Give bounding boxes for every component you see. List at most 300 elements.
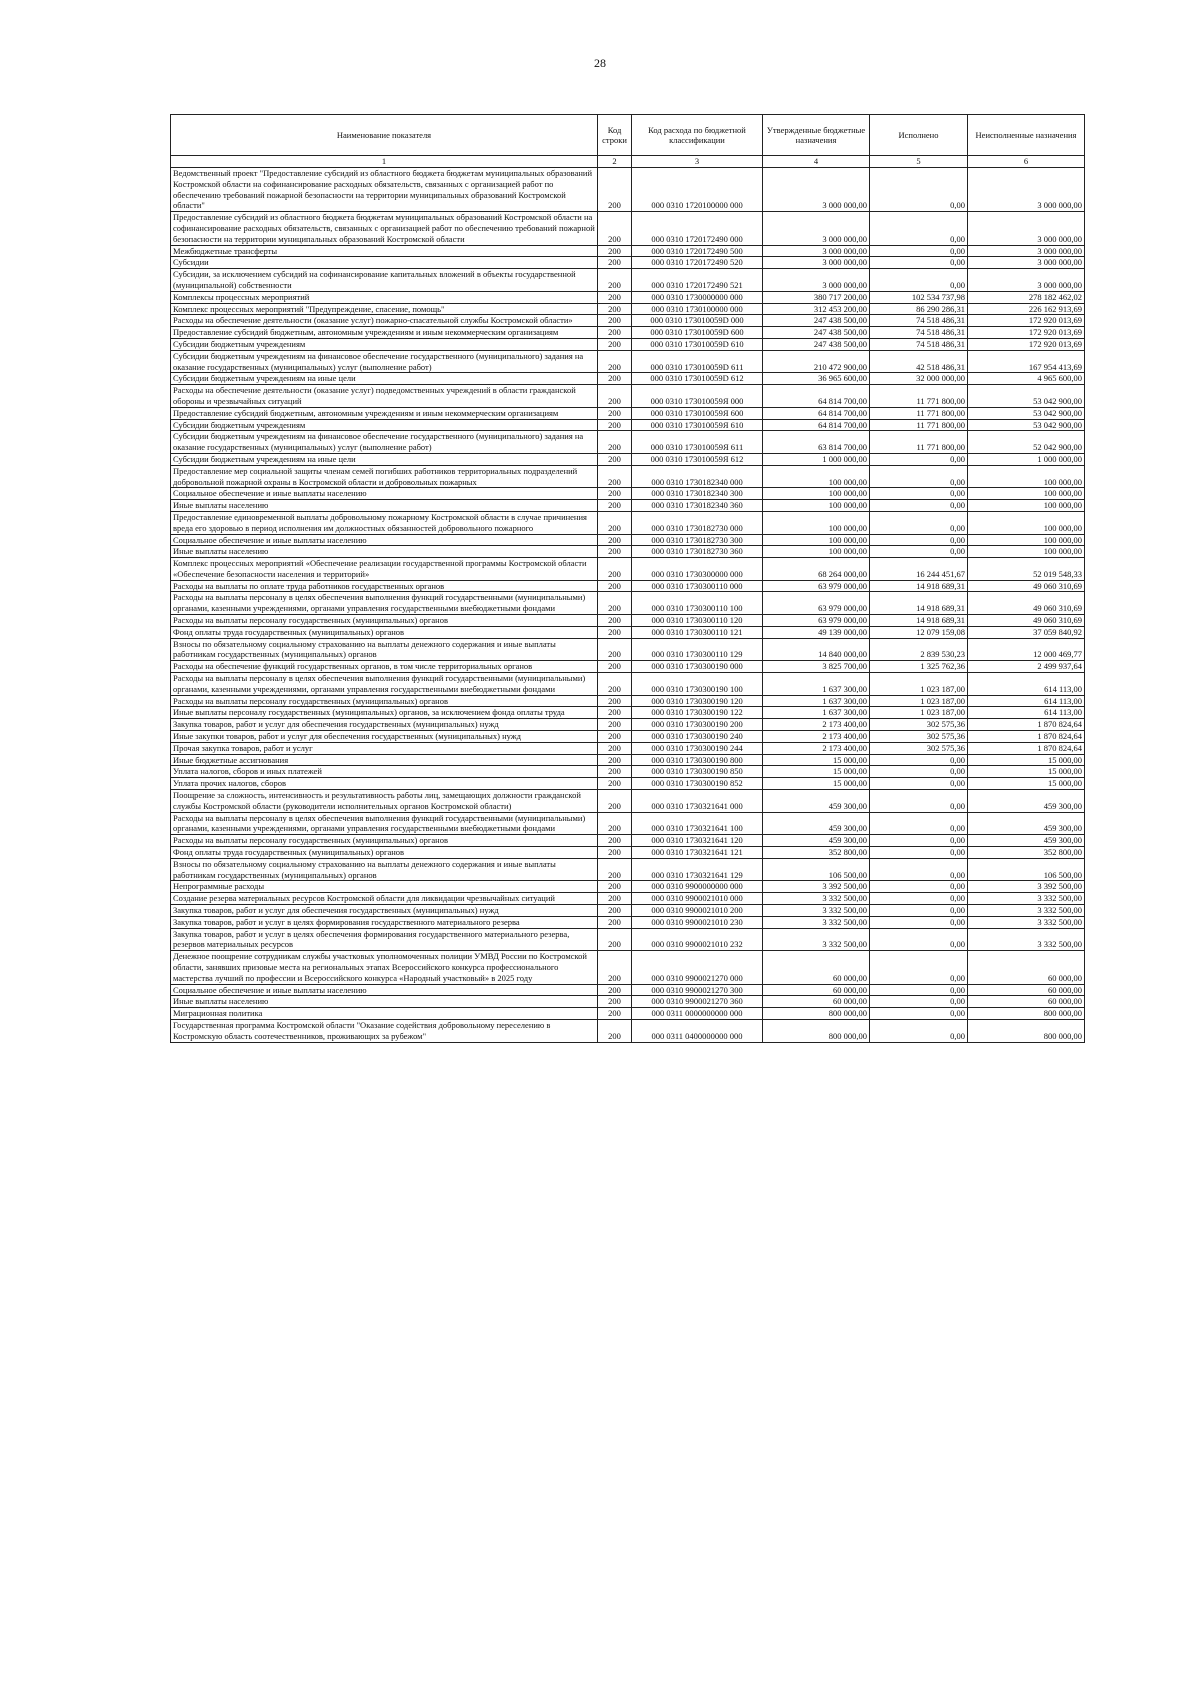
- row-approved-cell: 15 000,00: [763, 754, 870, 766]
- column-number: 6: [968, 156, 1085, 168]
- row-budget-code-cell: 000 0310 1730321641 121: [632, 847, 763, 859]
- row-executed-cell: 0,00: [870, 835, 968, 847]
- row-approved-cell: 64 814 700,00: [763, 385, 870, 408]
- row-name-cell: Комплексы процессных мероприятий: [171, 291, 598, 303]
- row-budget-code-cell: 000 0310 1720100000 000: [632, 168, 763, 212]
- row-unexecuted-cell: 167 954 413,69: [968, 350, 1085, 373]
- header-approved: Утвержденные бюджетные назначения: [763, 115, 870, 156]
- table-row: [171, 835, 1085, 847]
- row-name-cell: Взносы по обязательному социальному страхованию на выплаты денежного содержания и иные выплаты работникам государственных (муниципальных) органов: [171, 858, 598, 881]
- row-name-cell: Расходы на обеспечение деятельности (оказание услуг) подведомственных учреждений в области гражданской обороны и чрезвычайных ситуаций: [171, 385, 598, 408]
- row-unexecuted-cell: 3 332 500,00: [968, 916, 1085, 928]
- row-budget-code-cell: 000 0310 173010059Я 600: [632, 407, 763, 419]
- row-executed-cell: 14 918 689,31: [870, 592, 968, 615]
- row-name-cell: Закупка товаров, работ и услуг в целях формирования государственного материального резерва: [171, 916, 598, 928]
- row-name-cell: Субсидии бюджетным учреждениям: [171, 419, 598, 431]
- row-code-cell: 200: [598, 245, 632, 257]
- row-approved-cell: 3 392 500,00: [763, 881, 870, 893]
- row-budget-code-cell: 000 0310 1730300190 244: [632, 742, 763, 754]
- table-row: [171, 269, 1085, 292]
- row-unexecuted-cell: 352 800,00: [968, 847, 1085, 859]
- row-unexecuted-cell: 3 332 500,00: [968, 893, 1085, 905]
- row-approved-cell: 3 825 700,00: [763, 661, 870, 673]
- table-row: [171, 303, 1085, 315]
- header-executed: Исполнено: [870, 115, 968, 156]
- row-code-cell: 200: [598, 558, 632, 581]
- table-row: [171, 626, 1085, 638]
- row-approved-cell: 459 300,00: [763, 835, 870, 847]
- table-row: [171, 257, 1085, 269]
- row-unexecuted-cell: 459 300,00: [968, 812, 1085, 835]
- row-name-cell: Взносы по обязательному социальному страхованию на выплаты денежного содержания и иные выплаты работникам государственных (муниципальных) органов: [171, 638, 598, 661]
- row-executed-cell: 0,00: [870, 257, 968, 269]
- row-name-cell: Расходы на обеспечение функций государственных органов, в том числе территориальных органов: [171, 661, 598, 673]
- row-approved-cell: 800 000,00: [763, 1008, 870, 1020]
- row-unexecuted-cell: 106 500,00: [968, 858, 1085, 881]
- row-executed-cell: 86 290 286,31: [870, 303, 968, 315]
- row-name-cell: Фонд оплаты труда государственных (муниципальных) органов: [171, 626, 598, 638]
- row-executed-cell: 0,00: [870, 766, 968, 778]
- header-row-code: Код строки: [598, 115, 632, 156]
- row-unexecuted-cell: 614 113,00: [968, 673, 1085, 696]
- row-budget-code-cell: 000 0310 9900021270 000: [632, 951, 763, 984]
- row-executed-cell: 0,00: [870, 245, 968, 257]
- row-code-cell: 200: [598, 858, 632, 881]
- table-row: [171, 592, 1085, 615]
- row-code-cell: 200: [598, 695, 632, 707]
- row-code-cell: 200: [598, 847, 632, 859]
- row-code-cell: 200: [598, 673, 632, 696]
- row-budget-code-cell: 000 0310 1730182730 000: [632, 511, 763, 534]
- row-name-cell: Субсидии бюджетным учреждениям на иные цели: [171, 453, 598, 465]
- table-row: [171, 754, 1085, 766]
- table-row: [171, 338, 1085, 350]
- row-approved-cell: 1 000 000,00: [763, 453, 870, 465]
- row-name-cell: Уплата налогов, сборов и иных платежей: [171, 766, 598, 778]
- row-code-cell: 200: [598, 546, 632, 558]
- row-code-cell: 200: [598, 350, 632, 373]
- row-budget-code-cell: 000 0310 9900021010 000: [632, 893, 763, 905]
- row-budget-code-cell: 000 0310 1730321641 000: [632, 790, 763, 813]
- row-name-cell: Иные выплаты населению: [171, 996, 598, 1008]
- row-approved-cell: 60 000,00: [763, 984, 870, 996]
- table-row: [171, 534, 1085, 546]
- row-name-cell: Предоставление субсидий бюджетным, автономным учреждениям и иным некоммерческим организациям: [171, 407, 598, 419]
- row-approved-cell: 247 438 500,00: [763, 338, 870, 350]
- row-unexecuted-cell: 49 060 310,69: [968, 580, 1085, 592]
- row-executed-cell: 12 079 159,08: [870, 626, 968, 638]
- row-name-cell: Иные выплаты населению: [171, 500, 598, 512]
- column-number: 3: [632, 156, 763, 168]
- row-code-cell: 200: [598, 269, 632, 292]
- row-executed-cell: 0,00: [870, 858, 968, 881]
- row-budget-code-cell: 000 0310 1730100000 000: [632, 303, 763, 315]
- table-row: [171, 431, 1085, 454]
- row-unexecuted-cell: 12 000 469,77: [968, 638, 1085, 661]
- row-executed-cell: 0,00: [870, 928, 968, 951]
- row-executed-cell: 14 918 689,31: [870, 615, 968, 627]
- row-executed-cell: 0,00: [870, 905, 968, 917]
- row-code-cell: 200: [598, 431, 632, 454]
- row-unexecuted-cell: 49 060 310,69: [968, 592, 1085, 615]
- row-unexecuted-cell: 100 000,00: [968, 465, 1085, 488]
- row-budget-code-cell: 000 0310 1730182340 360: [632, 500, 763, 512]
- row-budget-code-cell: 000 0310 1730000000 000: [632, 291, 763, 303]
- row-name-cell: Расходы на выплаты персоналу государственных (муниципальных) органов: [171, 835, 598, 847]
- row-approved-cell: 64 814 700,00: [763, 407, 870, 419]
- row-name-cell: Создание резерва материальных ресурсов Костромской области для ликвидации чрезвычайных ситуаций: [171, 893, 598, 905]
- row-executed-cell: 0,00: [870, 847, 968, 859]
- row-unexecuted-cell: 172 920 013,69: [968, 315, 1085, 327]
- row-unexecuted-cell: 53 042 900,00: [968, 419, 1085, 431]
- row-budget-code-cell: 000 0310 1730300110 120: [632, 615, 763, 627]
- table-header-row: [171, 115, 1085, 156]
- row-unexecuted-cell: 4 965 600,00: [968, 373, 1085, 385]
- row-name-cell: Субсидии бюджетным учреждениям: [171, 338, 598, 350]
- row-name-cell: Расходы на обеспечение деятельности (оказание услуг) пожарно-спасательной службы Костромской области»: [171, 315, 598, 327]
- table-row: [171, 488, 1085, 500]
- row-unexecuted-cell: 172 920 013,69: [968, 338, 1085, 350]
- table-row: [171, 790, 1085, 813]
- row-executed-cell: 0,00: [870, 488, 968, 500]
- row-approved-cell: 60 000,00: [763, 951, 870, 984]
- row-executed-cell: 0,00: [870, 453, 968, 465]
- row-executed-cell: 102 534 737,98: [870, 291, 968, 303]
- row-budget-code-cell: 000 0310 173010059D 610: [632, 338, 763, 350]
- row-name-cell: Субсидии, за исключением субсидий на софинансирование капитальных вложений в объекты государственной (муниципальной) собственности: [171, 269, 598, 292]
- row-approved-cell: 15 000,00: [763, 778, 870, 790]
- table-row: [171, 1019, 1085, 1042]
- row-approved-cell: 100 000,00: [763, 500, 870, 512]
- row-executed-cell: 302 575,36: [870, 731, 968, 743]
- row-executed-cell: 0,00: [870, 511, 968, 534]
- row-budget-code-cell: 000 0310 1730300110 000: [632, 580, 763, 592]
- row-executed-cell: 0,00: [870, 465, 968, 488]
- row-budget-code-cell: 000 0310 1720172490 000: [632, 212, 763, 245]
- table-row: [171, 500, 1085, 512]
- row-code-cell: 200: [598, 835, 632, 847]
- table-row: [171, 407, 1085, 419]
- row-budget-code-cell: 000 0310 173010059Я 612: [632, 453, 763, 465]
- row-unexecuted-cell: 3 000 000,00: [968, 168, 1085, 212]
- page-number: 28: [594, 56, 606, 70]
- row-approved-cell: 247 438 500,00: [763, 327, 870, 339]
- row-name-cell: Расходы на выплаты персоналу государственных (муниципальных) органов: [171, 615, 598, 627]
- row-name-cell: Социальное обеспечение и иные выплаты населению: [171, 488, 598, 500]
- row-approved-cell: 3 000 000,00: [763, 245, 870, 257]
- row-budget-code-cell: 000 0310 1730300190 100: [632, 673, 763, 696]
- row-unexecuted-cell: 3 000 000,00: [968, 245, 1085, 257]
- row-approved-cell: 63 979 000,00: [763, 615, 870, 627]
- row-code-cell: 200: [598, 168, 632, 212]
- row-executed-cell: 2 839 530,23: [870, 638, 968, 661]
- row-budget-code-cell: 000 0310 1730182340 300: [632, 488, 763, 500]
- row-budget-code-cell: 000 0310 9900021010 200: [632, 905, 763, 917]
- row-budget-code-cell: 000 0310 9900021010 232: [632, 928, 763, 951]
- row-name-cell: Социальное обеспечение и иные выплаты населению: [171, 984, 598, 996]
- row-unexecuted-cell: 15 000,00: [968, 754, 1085, 766]
- header-unexecuted: Неисполненные назначения: [968, 115, 1085, 156]
- row-executed-cell: 302 575,36: [870, 719, 968, 731]
- table-row: [171, 916, 1085, 928]
- row-unexecuted-cell: 1 870 824,64: [968, 719, 1085, 731]
- row-name-cell: Социальное обеспечение и иные выплаты населению: [171, 534, 598, 546]
- row-unexecuted-cell: 614 113,00: [968, 695, 1085, 707]
- row-executed-cell: 1 023 187,00: [870, 695, 968, 707]
- row-budget-code-cell: 000 0310 173010059D 612: [632, 373, 763, 385]
- row-approved-cell: 106 500,00: [763, 858, 870, 881]
- row-name-cell: Поощрение за сложность, интенсивность и результативность работы лиц, замещающих должности гражданской службы Костромской области (руководители исполнительных органов Костромской области): [171, 790, 598, 813]
- row-code-cell: 200: [598, 731, 632, 743]
- row-code-cell: 200: [598, 315, 632, 327]
- row-code-cell: 200: [598, 638, 632, 661]
- row-approved-cell: 3 000 000,00: [763, 257, 870, 269]
- row-budget-code-cell: 000 0310 1720172490 500: [632, 245, 763, 257]
- row-name-cell: Комплекс процессных мероприятий "Предупреждение, спасение, помощь": [171, 303, 598, 315]
- row-executed-cell: 0,00: [870, 168, 968, 212]
- row-approved-cell: 60 000,00: [763, 996, 870, 1008]
- row-approved-cell: 64 814 700,00: [763, 419, 870, 431]
- row-approved-cell: 2 173 400,00: [763, 719, 870, 731]
- row-code-cell: 200: [598, 881, 632, 893]
- row-executed-cell: 11 771 800,00: [870, 419, 968, 431]
- column-number: 4: [763, 156, 870, 168]
- row-executed-cell: 74 518 486,31: [870, 327, 968, 339]
- row-name-cell: Денежное поощрение сотрудникам службы участковых уполномоченных полиции УМВД России по Костромской области, занявших призовые места на региональных этапах Всероссийского конкурса профессионального мастерства лучший по профессии и Всероссийского конкурса «Народный участковый» в 2025 году: [171, 951, 598, 984]
- row-approved-cell: 459 300,00: [763, 790, 870, 813]
- row-approved-cell: 3 332 500,00: [763, 905, 870, 917]
- row-approved-cell: 1 637 300,00: [763, 695, 870, 707]
- table-row: [171, 778, 1085, 790]
- row-code-cell: 200: [598, 707, 632, 719]
- table-row: [171, 327, 1085, 339]
- table-row: [171, 984, 1085, 996]
- row-name-cell: Субсидии бюджетным учреждениям на финансовое обеспечение государственного (муниципального) задания на оказание государственных (муниципальных) услуг (выполнение работ): [171, 431, 598, 454]
- row-approved-cell: 1 637 300,00: [763, 707, 870, 719]
- row-executed-cell: 74 518 486,31: [870, 315, 968, 327]
- row-executed-cell: 0,00: [870, 534, 968, 546]
- row-name-cell: Иные бюджетные ассигнования: [171, 754, 598, 766]
- row-code-cell: 200: [598, 905, 632, 917]
- row-unexecuted-cell: 37 059 840,92: [968, 626, 1085, 638]
- table-row: [171, 546, 1085, 558]
- row-budget-code-cell: 000 0310 1730300190 200: [632, 719, 763, 731]
- row-code-cell: 200: [598, 626, 632, 638]
- row-code-cell: 200: [598, 500, 632, 512]
- row-unexecuted-cell: 3 392 500,00: [968, 881, 1085, 893]
- table-row: [171, 812, 1085, 835]
- row-budget-code-cell: 000 0310 1720172490 521: [632, 269, 763, 292]
- row-executed-cell: 74 518 486,31: [870, 338, 968, 350]
- row-executed-cell: 1 023 187,00: [870, 707, 968, 719]
- row-approved-cell: 63 979 000,00: [763, 580, 870, 592]
- row-budget-code-cell: 000 0310 1730300190 240: [632, 731, 763, 743]
- row-executed-cell: 11 771 800,00: [870, 385, 968, 408]
- row-budget-code-cell: 000 0310 173010059Я 000: [632, 385, 763, 408]
- row-unexecuted-cell: 800 000,00: [968, 1019, 1085, 1042]
- row-unexecuted-cell: 3 000 000,00: [968, 212, 1085, 245]
- row-unexecuted-cell: 53 042 900,00: [968, 385, 1085, 408]
- row-name-cell: Иные выплаты населению: [171, 546, 598, 558]
- row-unexecuted-cell: 3 332 500,00: [968, 905, 1085, 917]
- row-code-cell: 200: [598, 719, 632, 731]
- row-unexecuted-cell: 52 042 900,00: [968, 431, 1085, 454]
- row-unexecuted-cell: 53 042 900,00: [968, 407, 1085, 419]
- row-approved-cell: 100 000,00: [763, 534, 870, 546]
- table-row: [171, 245, 1085, 257]
- row-executed-cell: 0,00: [870, 984, 968, 996]
- row-budget-code-cell: 000 0310 1730300110 129: [632, 638, 763, 661]
- row-code-cell: 200: [598, 951, 632, 984]
- table-row: [171, 580, 1085, 592]
- row-unexecuted-cell: 49 060 310,69: [968, 615, 1085, 627]
- row-budget-code-cell: 000 0311 0400000000 000: [632, 1019, 763, 1042]
- table-row: [171, 373, 1085, 385]
- row-name-cell: Субсидии бюджетным учреждениям на финансовое обеспечение государственного (муниципального) задания на оказание государственных (муниципальных) услуг (выполнение работ): [171, 350, 598, 373]
- column-number: 1: [171, 156, 598, 168]
- row-approved-cell: 312 453 200,00: [763, 303, 870, 315]
- row-unexecuted-cell: 60 000,00: [968, 951, 1085, 984]
- row-executed-cell: 11 771 800,00: [870, 431, 968, 454]
- table-row: [171, 1008, 1085, 1020]
- row-approved-cell: 49 139 000,00: [763, 626, 870, 638]
- row-budget-code-cell: 000 0310 1730300110 100: [632, 592, 763, 615]
- row-unexecuted-cell: 100 000,00: [968, 534, 1085, 546]
- row-budget-code-cell: 000 0310 173010059D 611: [632, 350, 763, 373]
- row-name-cell: Расходы на выплаты по оплате труда работников государственных органов: [171, 580, 598, 592]
- row-approved-cell: 3 000 000,00: [763, 212, 870, 245]
- row-code-cell: 200: [598, 385, 632, 408]
- row-name-cell: Непрограммные расходы: [171, 881, 598, 893]
- row-executed-cell: 0,00: [870, 881, 968, 893]
- table-row: [171, 881, 1085, 893]
- row-name-cell: Предоставление субсидий бюджетным, автономным учреждениям и иным некоммерческим организациям: [171, 327, 598, 339]
- row-budget-code-cell: 000 0310 9900021270 360: [632, 996, 763, 1008]
- row-code-cell: 200: [598, 996, 632, 1008]
- table-row: [171, 928, 1085, 951]
- table-row: [171, 419, 1085, 431]
- row-unexecuted-cell: 100 000,00: [968, 500, 1085, 512]
- row-approved-cell: 100 000,00: [763, 546, 870, 558]
- row-name-cell: Закупка товаров, работ и услуг для обеспечения государственных (муниципальных) нужд: [171, 719, 598, 731]
- table-row: [171, 558, 1085, 581]
- row-unexecuted-cell: 614 113,00: [968, 707, 1085, 719]
- row-executed-cell: 0,00: [870, 212, 968, 245]
- table-row: [171, 695, 1085, 707]
- row-budget-code-cell: 000 0310 1730300190 800: [632, 754, 763, 766]
- row-budget-code-cell: 000 0310 1730182730 300: [632, 534, 763, 546]
- row-unexecuted-cell: 3 332 500,00: [968, 928, 1085, 951]
- row-approved-cell: 210 472 900,00: [763, 350, 870, 373]
- row-code-cell: 200: [598, 534, 632, 546]
- table-row: [171, 893, 1085, 905]
- table-row: [171, 638, 1085, 661]
- row-name-cell: Иные выплаты персоналу государственных (муниципальных) органов, за исключением фонда оплаты труда: [171, 707, 598, 719]
- table-row: [171, 465, 1085, 488]
- row-code-cell: 200: [598, 742, 632, 754]
- row-name-cell: Прочая закупка товаров, работ и услуг: [171, 742, 598, 754]
- row-executed-cell: 1 325 762,36: [870, 661, 968, 673]
- table-row: [171, 661, 1085, 673]
- row-approved-cell: 247 438 500,00: [763, 315, 870, 327]
- row-budget-code-cell: 000 0310 173010059Я 611: [632, 431, 763, 454]
- row-unexecuted-cell: 1 870 824,64: [968, 731, 1085, 743]
- table-row: [171, 291, 1085, 303]
- row-name-cell: Закупка товаров, работ и услуг для обеспечения государственных (муниципальных) нужд: [171, 905, 598, 917]
- row-code-cell: 200: [598, 580, 632, 592]
- row-unexecuted-cell: 800 000,00: [968, 1008, 1085, 1020]
- row-budget-code-cell: 000 0310 1730182340 000: [632, 465, 763, 488]
- row-code-cell: 200: [598, 893, 632, 905]
- row-approved-cell: 380 717 200,00: [763, 291, 870, 303]
- row-executed-cell: 0,00: [870, 546, 968, 558]
- row-approved-cell: 100 000,00: [763, 465, 870, 488]
- row-unexecuted-cell: 459 300,00: [968, 835, 1085, 847]
- row-budget-code-cell: 000 0310 1730300190 852: [632, 778, 763, 790]
- row-approved-cell: 2 173 400,00: [763, 742, 870, 754]
- table-row: [171, 168, 1085, 212]
- row-budget-code-cell: 000 0310 1730300190 850: [632, 766, 763, 778]
- row-unexecuted-cell: 15 000,00: [968, 778, 1085, 790]
- row-name-cell: Расходы на выплаты персоналу в целях обеспечения выполнения функций государственными (муниципальными) органами, казенными учреждениями, органами управления государственными внебюджетными фондами: [171, 592, 598, 615]
- row-name-cell: Предоставление мер социальной защиты членам семей погибших работников территориальных подразделений добровольной пожарной охраны в Костромской области и добровольных пожарных: [171, 465, 598, 488]
- row-approved-cell: 63 814 700,00: [763, 431, 870, 454]
- row-name-cell: Расходы на выплаты персоналу в целях обеспечения выполнения функций государственными (муниципальными) органами, казенными учреждениями, органами управления государственными внебюджетными фондами: [171, 812, 598, 835]
- row-code-cell: 200: [598, 766, 632, 778]
- row-code-cell: 200: [598, 327, 632, 339]
- row-approved-cell: 3 332 500,00: [763, 916, 870, 928]
- row-name-cell: Межбюджетные трансферты: [171, 245, 598, 257]
- table-row: [171, 951, 1085, 984]
- row-approved-cell: 459 300,00: [763, 812, 870, 835]
- row-code-cell: 200: [598, 291, 632, 303]
- table-row: [171, 511, 1085, 534]
- row-approved-cell: 3 000 000,00: [763, 168, 870, 212]
- row-code-cell: 200: [598, 488, 632, 500]
- row-executed-cell: 0,00: [870, 916, 968, 928]
- row-code-cell: 200: [598, 592, 632, 615]
- row-budget-code-cell: 000 0310 9900021010 230: [632, 916, 763, 928]
- table-row: [171, 350, 1085, 373]
- table-row: [171, 858, 1085, 881]
- table-body: [171, 168, 1085, 1043]
- row-code-cell: 200: [598, 338, 632, 350]
- row-approved-cell: 14 840 000,00: [763, 638, 870, 661]
- table-row: [171, 673, 1085, 696]
- row-executed-cell: 0,00: [870, 1019, 968, 1042]
- row-code-cell: 200: [598, 453, 632, 465]
- row-unexecuted-cell: 226 162 913,69: [968, 303, 1085, 315]
- row-unexecuted-cell: 60 000,00: [968, 996, 1085, 1008]
- row-executed-cell: 302 575,36: [870, 742, 968, 754]
- row-code-cell: 200: [598, 916, 632, 928]
- row-unexecuted-cell: 3 000 000,00: [968, 269, 1085, 292]
- row-executed-cell: 0,00: [870, 778, 968, 790]
- row-code-cell: 200: [598, 511, 632, 534]
- row-name-cell: Миграционная политика: [171, 1008, 598, 1020]
- row-executed-cell: 0,00: [870, 269, 968, 292]
- row-name-cell: Расходы на выплаты персоналу государственных (муниципальных) органов: [171, 695, 598, 707]
- row-approved-cell: 352 800,00: [763, 847, 870, 859]
- row-name-cell: Государственная программа Костромской области "Оказание содействия добровольному переселению в Костромскую область соотечественников, проживающих за рубежом": [171, 1019, 598, 1042]
- column-number: 5: [870, 156, 968, 168]
- row-code-cell: 200: [598, 1019, 632, 1042]
- row-budget-code-cell: 000 0310 9900000000 000: [632, 881, 763, 893]
- row-executed-cell: 16 244 451,67: [870, 558, 968, 581]
- row-approved-cell: 800 000,00: [763, 1019, 870, 1042]
- row-code-cell: 200: [598, 465, 632, 488]
- row-approved-cell: 3 332 500,00: [763, 928, 870, 951]
